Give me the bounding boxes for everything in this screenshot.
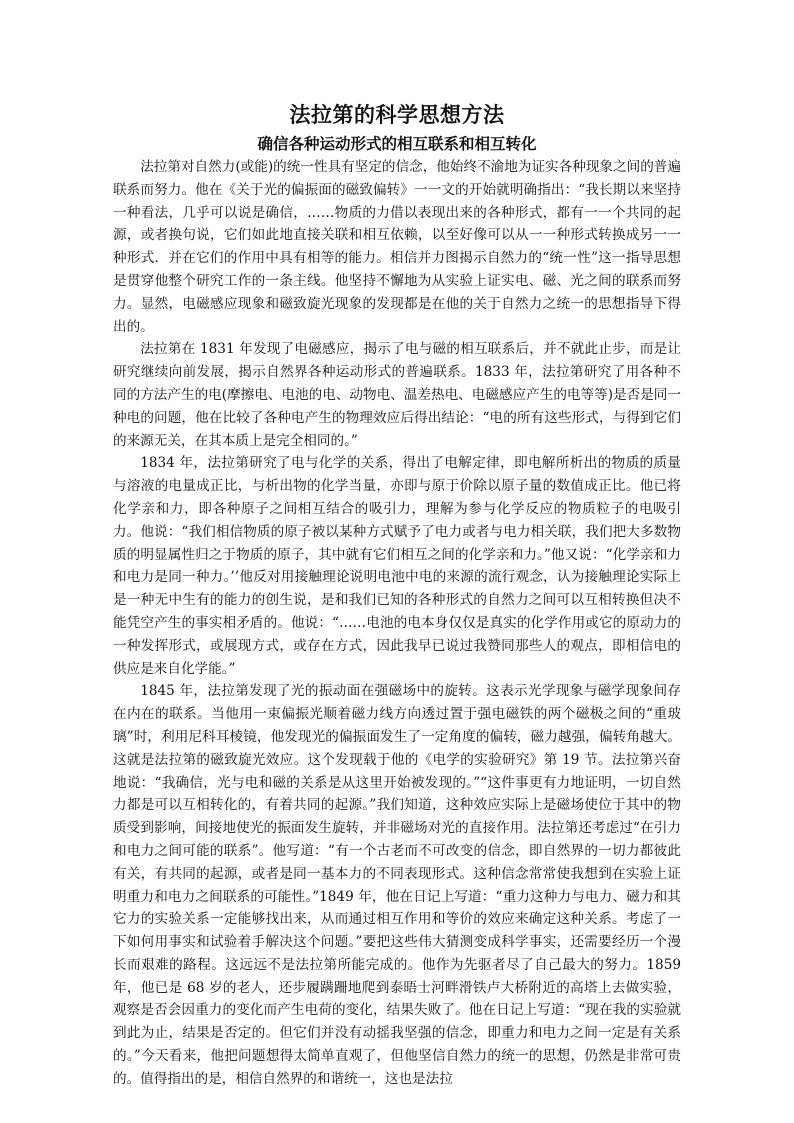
document-page xyxy=(113,100,681,1091)
paragraph-3: 1834 年，法拉第研究了电与化学的关系，得出了电解定律，即电解所析出的物质的质量与溶液的电量成正比，与析出物的化学当量，亦即与原于价除以原子量的数值成正比。他已将化学亲和力，即各种原子之间相互结合的吸引力，理解为参与化学反应的物质粒子的电吸引力。他说：“我们相信物质的原子被以某种方式赋予了电力或者与电力相关联，我们把大多数物质的明显属性归之于物质的原子，其中就有它们相互之间的化学亲和力。”他又说：“化学亲和力和电力是同一种力。’’他反对用接触理论说明电池中电的来源的流行观念，认为接触理论实际上是一种无中生有的能力的创生说，是和我们已知的各种形式的自然力之间可以互相转换但决不能凭空产生的事实相矛盾的。他说：“……电池的电本身仅仅是真实的化学作用或它的原动力的一种发挥形式，或展现方式，或存在方式，因此我早已说过我赞同那些人的观点，即相信电的供应是来自化学能。” xyxy=(113,455,681,677)
section-heading: 确信各种运动形式的相互联系和相互转化 xyxy=(257,134,537,153)
paragraph-2: 法拉第在 1831 年发现了电磁感应，揭示了电与磁的相互联系后，并不就此止步，而是让研究继续向前发展，揭示自然界各种运动形式的普遍联系。1833 年，法拉第研究了用各种不同的方法产生的电(摩擦电、电池的电、动物电、温差热电、电磁感应产生的电等等)是否是同一种电的问题，他在比较了各种电产生的物理效应后得出结论：“电的所有这些形式，与得到它们的来源无关，在其本质上是完全相同的。” xyxy=(113,341,681,449)
document-title: 法拉第的科学思想方法 xyxy=(289,102,505,127)
paragraph-1: 法拉第对自然力(或能)的统一性具有坚定的信念，他始终不渝地为证实各种现象之间的普遍联系而努力。他在《关于光的偏振面的磁致偏转》一一文的开始就明确指出：“我长期以来坚持一种看法，几乎可以说是确信，……物质的力借以表现出来的各种形式，都有一一个共同的起源，或者换句说，它们如此地直接关联和相互依赖，以至好像可以从一一种形式转换成另一一种形式．并在它们的作用中具有相等的能力。相信并力图揭示自然力的“统一性”这一指导思想是贯穿他整个研究工作的一条主线。他坚持不懈地为从实验上证实电、磁、光之间的联系而努力。显然，电磁感应现象和磁致旋光现象的发现都是在他的关于自然力之统一的思想指导下得出的。 xyxy=(113,159,681,335)
paragraph-4: 1845 年，法拉第发现了光的振动面在强磁场中的旋转。这表示光学现象与磁学现象间存在内在的联系。当他用一束偏振光顺着磁力线方向透过置于强电磁铁的两个磁极之间的“重玻璃”时，利用尼科耳棱镜，他发现光的偏振面发生了一定角度的偏转，磁力越强，偏转角越大。这就是法拉第的磁致旋光效应。这个发现载于他的《电学的实验研究》第 19 节。法拉第兴奋地说：“我确信，光与电和磁的关系是从这里开始被发现的。”“这件事更有力地证明，一切自然力都是可以互相转化的，有着共同的起源。”我们知道，这种效应实际上是磁场使位于其中的物质受到影响，间接地使光的振面发生旋转，并非磁场对光的直接作用。法拉第还考虑过“在引力和电力之间可能的联系”。他写道：“有一个古老而不可改变的信念，即自然界的一切力都彼此有关，有共同的起源，或者是同一基本力的不同表现形式。这种信念常常使我想到在实验上证明重力和电力之间联系的可能性。”1849 年，他在日记上写道：“重力这种力与电力、磁力和其它力的实验关系一定能够找出来，从而通过相互作用和等价的效应来确定这种关系。考虑了一下如何用事实和试验着手解决这个问题。”要把这些伟大猜测变成科学事实，还需要经历一个漫长而艰难的路程。这远远不是法拉第所能完成的。他作为先驱者尽了自己最大的努力。1859 年，他已是 68 岁的老人，还步履蹒跚地爬到泰晤士河畔滑铁卢大桥附近的高塔上去做实验，观察是否会因重力的变化而产生电荷的变化，结果失败了。他在日记上写道：“现在我的实验就到此为止，结果是否定的。但它们并没有动摇我坚强的信念，即重力和电力之间一定是有关系的。”今天看来，他把问题想得太简单直观了，但他坚信自然力的统一的思想，仍然是非常可贵的。值得指出的是，相信自然界的和谐统一，这也是法拉 xyxy=(113,683,681,1087)
